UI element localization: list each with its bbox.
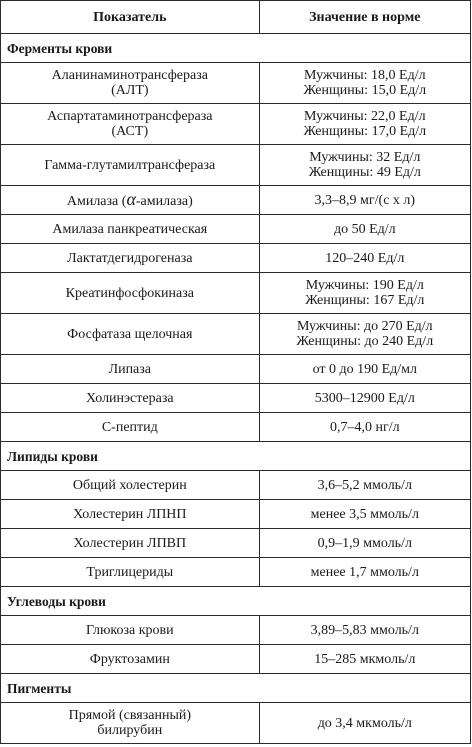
table-row [1,186,471,215]
indicator-cell [1,616,260,645]
normal-value: Мужчины: 190 Ед/л [305,278,424,293]
indicator-cell [1,500,260,529]
normal-value: менее 3,5 ммоль/л [310,506,419,522]
indicator-cell [1,558,260,587]
indicator-cell [1,314,260,355]
normal-value: Женщины: 15,0 Ед/л [303,83,427,98]
table-row [1,413,471,442]
value-cell [259,215,470,244]
value-cell [259,244,470,273]
indicator-cell [1,703,260,744]
value-cell [259,645,470,674]
indicator-cell [1,355,260,384]
indicator-name: Общий холестерин [72,477,187,493]
value-cell [259,384,470,413]
normal-value: 3,3–8,9 мг/(с х л) [314,192,416,208]
value-cell [259,413,470,442]
alpha-symbol: α [126,188,136,209]
normal-value: Мужчины: 22,0 Ед/л [303,109,426,124]
value-cell [259,145,470,186]
value-cell [259,529,470,558]
normal-value: Женщины: 49 Ед/л [308,165,421,180]
indicator-cell [1,104,260,145]
value-cell [259,500,470,529]
table-row [1,314,471,355]
table-row [1,500,471,529]
indicator-cell [1,471,260,500]
indicator-cell [1,215,260,244]
indicator-name: Фосфатаза щелочная [67,326,193,342]
indicator-cell [1,413,260,442]
indicator-name: -амилаза) [135,193,193,209]
section-title: Липиды крови [1,442,471,471]
section-row [1,587,471,616]
table-row [1,471,471,500]
indicator-name: Холинэстераза [86,390,174,406]
normal-value: 15–285 мкмоль/л [314,651,416,667]
indicator-name: билирубин [97,723,163,738]
header-normal-value: Значение в норме [259,1,470,34]
value-cell [259,63,470,104]
normal-value: Мужчины: до 270 Ед/л [296,319,433,334]
indicator-name: Фруктозамин [89,651,170,667]
indicator-cell [1,273,260,314]
normal-value: менее 1,7 ммоль/л [310,564,419,580]
section-title: Углеводы крови [1,587,471,616]
table-row [1,355,471,384]
table-row [1,273,471,314]
value-cell [259,104,470,145]
indicator-name: Триглицериды [86,564,174,580]
normal-value: Женщины: до 240 Ед/л [296,334,434,349]
indicator-name: С-пептид [101,419,158,435]
section-row [1,442,471,471]
indicator-cell [1,145,260,186]
section-title: Пигменты [1,674,471,703]
table-row [1,529,471,558]
value-cell [259,471,470,500]
indicator-cell [1,63,260,104]
normal-value: Мужчины: 18,0 Ед/л [303,68,426,83]
indicator-name: Липаза [108,361,152,377]
indicator-name: Амилаза ( [66,193,127,209]
indicator-name: Холестерин ЛПВП [73,535,187,551]
indicator-name: Амилаза панкреатическая [52,221,208,237]
indicator-name: Лактатдегидрогеназа [67,250,193,266]
indicator-cell [1,645,260,674]
value-cell [259,558,470,587]
normal-value: до 50 Ед/л [333,221,396,237]
normal-value: Мужчины: 32 Ед/л [309,150,421,165]
table-row [1,558,471,587]
value-cell [259,355,470,384]
value-cell [259,314,470,355]
indicator-name: (АЛТ) [111,83,149,98]
section-row [1,674,471,703]
normal-value: 3,89–5,83 ммоль/л [310,622,419,638]
indicator-name: (АСТ) [111,124,149,139]
section-row [1,34,471,63]
normal-value: 0,7–4,0 нг/л [329,419,400,435]
normal-value: Женщины: 17,0 Ед/л [303,124,427,139]
indicator-name: Аспартатаминотрансфераза [47,109,213,124]
indicator-cell [1,186,260,215]
indicator-name: Прямой (связанный) [68,708,192,723]
indicator-name: Холестерин ЛПНП [73,506,187,522]
indicator-name: Глюкоза крови [85,622,174,638]
normal-value: Женщины: 167 Ед/л [305,293,425,308]
table-row [1,215,471,244]
table-row [1,616,471,645]
normal-value: до 3,4 мкмоль/л [317,715,412,731]
table-row [1,244,471,273]
indicator-name: Гамма-глутамилтрансфераза [44,157,216,173]
indicator-cell [1,244,260,273]
normal-value: 0,9–1,9 ммоль/л [317,535,412,551]
normal-value: 120–240 Ед/л [325,250,405,266]
table-row [1,63,471,104]
header-row [1,1,471,34]
normal-value: от 0 до 190 Ед/мл [312,361,418,377]
indicator-cell [1,384,260,413]
table-row [1,104,471,145]
table-row [1,384,471,413]
value-cell [259,703,470,744]
indicator-cell [1,529,260,558]
indicator-name: Креатинфосфокиназа [65,285,194,301]
value-cell [259,616,470,645]
value-cell [259,273,470,314]
value-cell [259,186,470,215]
table-row [1,145,471,186]
normal-value: 5300–12900 Ед/л [314,390,415,406]
table-row [1,703,471,744]
table-row [1,645,471,674]
header-indicator: Показатель [1,1,260,34]
normal-value: 3,6–5,2 ммоль/л [317,477,412,493]
indicator-name: Аланинаминотрансфераза [51,68,208,83]
section-title: Ферменты крови [1,34,471,63]
